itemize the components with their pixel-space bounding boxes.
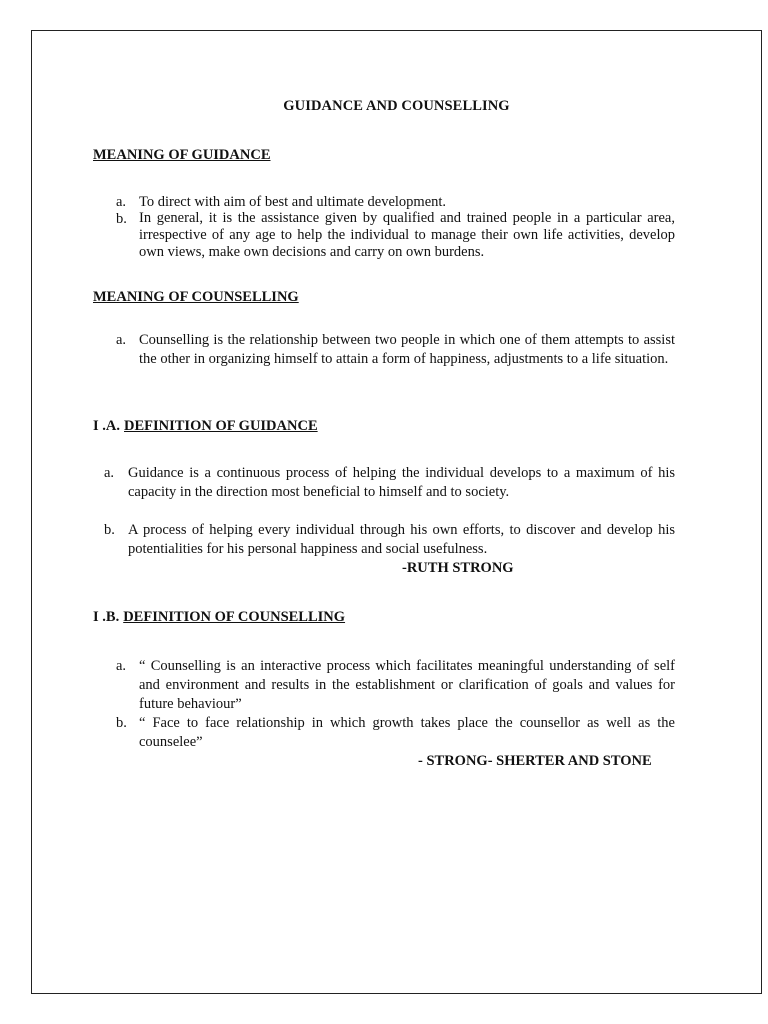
list-marker: b. <box>116 715 127 731</box>
section-heading-meaning-of-counselling: MEANING OF COUNSELLING <box>93 289 299 305</box>
list-item: Guidance is a continuous process of helping the individual develops to a maximum of his capacity in the direction most beneficial to himself and to society. <box>128 465 675 500</box>
list-marker: a. <box>116 332 127 348</box>
list-item: Counselling is the relationship between two people in which one of them attempts to assist the other in organizing himself to attain a form of happiness, adjustments to a life situation. <box>139 332 675 367</box>
section-prefix: I .B. <box>93 609 120 625</box>
section-heading-text: DEFINITION OF COUNSELLING <box>123 609 346 625</box>
list-marker: b. <box>116 211 127 227</box>
list-item: A process of helping every individual through his own efforts, to discover and develop his potentialities for his personal happiness and social usefulness. <box>128 522 675 557</box>
list-item: “ Counselling is an interactive process which facilitates meaningful understanding of self and environment and results in the establishment or clarification of goals and values for future behaviour” <box>139 658 675 712</box>
section-heading-definition-of-guidance <box>93 417 318 435</box>
section-heading-meaning-of-guidance: MEANING OF GUIDANCE <box>93 147 271 163</box>
list-marker: a. <box>104 465 115 481</box>
list-item: “ Face to face relationship in which growth takes place the counsellor as well as the counselee” <box>139 715 675 750</box>
list-marker: a. <box>116 658 127 674</box>
quote-author: -RUTH STRONG <box>402 560 514 576</box>
list-marker: b. <box>104 522 115 538</box>
section-prefix: I .A. <box>93 418 120 434</box>
list-item: In general, it is the assistance given by qualified and trained people in a particular area, irrespective of any age to help the individual to manage their own life activities, develop own views, make own decisions and carry on own burdens. <box>139 210 675 260</box>
list-item: To direct with aim of best and ultimate development. <box>139 194 447 210</box>
document-page <box>31 30 762 994</box>
list-marker: a. <box>116 194 127 210</box>
section-heading-definition-of-counselling <box>93 608 345 626</box>
document-title: GUIDANCE AND COUNSELLING <box>283 98 510 114</box>
section-heading-text: DEFINITION OF GUIDANCE <box>124 418 318 434</box>
quote-author: - STRONG- SHERTER AND STONE <box>418 753 652 769</box>
